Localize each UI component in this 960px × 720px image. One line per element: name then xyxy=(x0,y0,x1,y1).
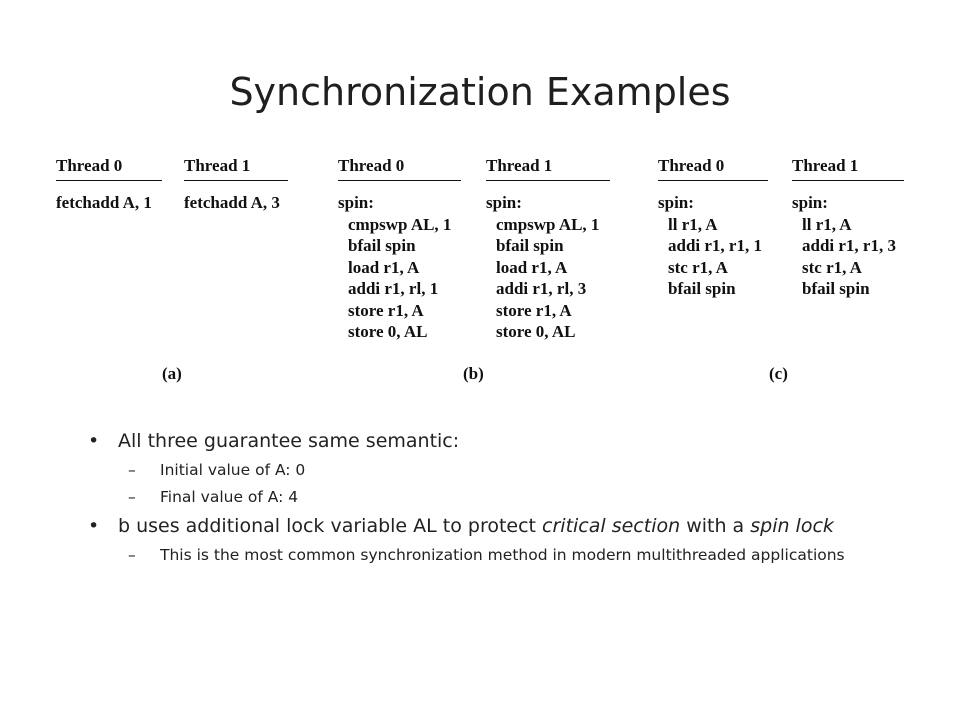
code-column-a-thread0 xyxy=(56,156,162,214)
column-header: Thread 0 xyxy=(338,156,405,175)
header-rule xyxy=(486,180,610,181)
code-line: store 0, AL xyxy=(496,322,576,341)
bullet-item xyxy=(88,515,908,538)
sub-bullet-text: Final value of A: 4 xyxy=(160,488,299,506)
sub-bullet-item xyxy=(88,487,908,507)
header-rule xyxy=(792,180,904,181)
sub-bullet-text: Initial value of A: 0 xyxy=(160,461,306,479)
code-line: addi r1, r1, 3 xyxy=(802,236,896,255)
code-column-c-thread1 xyxy=(792,156,904,300)
column-header: Thread 1 xyxy=(184,156,251,175)
dash-icon: – xyxy=(128,488,136,506)
code-line: ll r1, A xyxy=(668,214,718,234)
code-line: bfail spin xyxy=(496,236,564,255)
dash-icon: – xyxy=(128,461,136,479)
column-header: Thread 1 xyxy=(486,156,553,175)
code-line: store r1, A xyxy=(496,300,572,320)
dash-icon: – xyxy=(128,546,136,564)
column-header: Thread 1 xyxy=(792,156,859,175)
code-line: fetchadd A, 3 xyxy=(184,193,280,212)
bullet-dot-icon: • xyxy=(88,430,100,452)
code-line: load r1, A xyxy=(496,257,568,277)
bullet-list xyxy=(88,430,908,565)
code-line: stc r1, A xyxy=(668,257,728,277)
column-header: Thread 0 xyxy=(658,156,725,175)
code-line: stc r1, A xyxy=(802,257,862,277)
panel-label-a: (a) xyxy=(162,364,182,383)
slide-title: Synchronization Examples xyxy=(229,70,731,114)
sub-bullet-item xyxy=(88,460,908,480)
code-line: spin: xyxy=(338,193,374,212)
header-rule xyxy=(184,180,288,181)
code-column-b-thread1 xyxy=(486,156,610,343)
code-line: spin: xyxy=(792,193,828,212)
code-line: addi r1, rl, 1 xyxy=(348,279,439,298)
bullet-text-pre: b uses additional lock variable AL to protect xyxy=(118,515,543,537)
bullet-text: All three guarantee same semantic: xyxy=(118,430,460,452)
column-header: Thread 0 xyxy=(56,156,123,175)
code-column-a-thread1 xyxy=(184,156,288,214)
header-rule xyxy=(658,180,768,181)
panel-label-c: (c) xyxy=(769,364,788,383)
code-line: spin: xyxy=(486,193,522,212)
bullet-item xyxy=(88,430,908,453)
code-line: addi r1, r1, 1 xyxy=(668,236,762,255)
code-line: cmpswp AL, 1 xyxy=(348,214,452,234)
code-column-b-thread0 xyxy=(338,156,461,343)
sub-bullet-item xyxy=(88,545,908,565)
code-line: load r1, A xyxy=(348,257,420,277)
code-column-c-thread0 xyxy=(658,156,768,300)
bullet-dot-icon: • xyxy=(88,515,100,537)
sub-bullet-text: This is the most common synchronization method in modern multithreaded applications xyxy=(160,546,845,564)
code-line: store 0, AL xyxy=(348,322,428,341)
panel-label-b: (b) xyxy=(463,364,484,383)
code-line: bfail spin xyxy=(802,279,870,298)
emphasis-spin-lock: spin lock xyxy=(750,515,834,537)
header-rule xyxy=(56,180,162,181)
header-rule xyxy=(338,180,461,181)
code-line: bfail spin xyxy=(348,236,416,255)
emphasis-critical-section: critical section xyxy=(542,515,681,537)
code-line: ll r1, A xyxy=(802,214,852,234)
code-line: cmpswp AL, 1 xyxy=(496,214,600,234)
code-line: spin: xyxy=(658,193,694,212)
code-line: store r1, A xyxy=(348,300,424,320)
code-line: bfail spin xyxy=(668,279,736,298)
code-line: fetchadd A, 1 xyxy=(56,193,152,212)
code-line: addi r1, rl, 3 xyxy=(496,279,587,298)
bullet-text-mid: with a xyxy=(680,515,751,537)
